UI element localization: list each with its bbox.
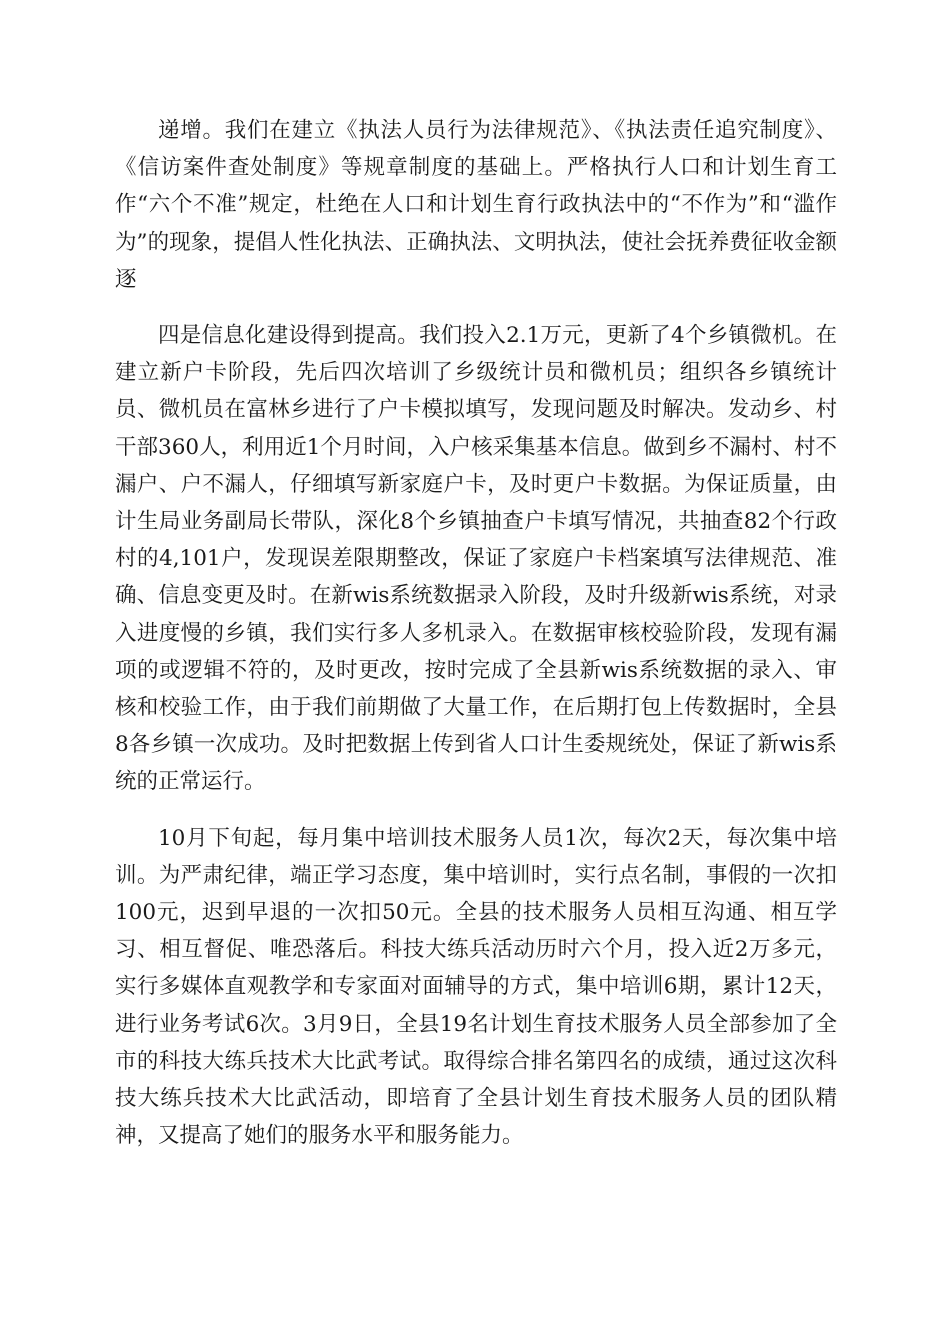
document-body — [115, 112, 837, 1173]
paragraph-informatization: 四是信息化建设得到提高。我们投入2.1万元，更新了4个乡镇微机。在建立新户卡阶段，先后四次培训了乡级统计员和微机员；组织各乡镇统计员、微机员在富林乡进行了户卡模拟填写，发现问题及时解决。发动乡、村干部360人，利用近1个月时间，入户核采集基本信息。做到乡不漏村、村不漏户、户不漏人，仔细填写新家庭户卡，及时更户卡数据。为保证质量，由计生局业务副局长带队，深化8个乡镇抽查户卡填写情况，共抽查82个行政村的4,101户，发现误差限期整改，保证了家庭户卡档案填写法律规范、准确、信息变更及时。在新wis系统数据录入阶段，及时升级新wis系统，对录入进度慢的乡镇，我们实行多人多机录入。在数据审核校验阶段，发现有漏项的或逻辑不符的，及时更改，按时完成了全县新wis系统数据的录入、审核和校验工作，由于我们前期做了大量工作，在后期打包上传数据时，全县8各乡镇一次成功。及时把数据上传到省人口计生委规统处，保证了新wis系统的正常运行。 — [115, 323, 837, 795]
paragraph-law-enforcement: 递增。我们在建立《执法人员行为法律规范》、《执法责任追究制度》、《信访案件查处制度》等规章制度的基础上。严格执行人口和计划生育工作“六个不准”规定，杜绝在人口和计划生育行政执法中的“不作为”和“滥作为”的现象，提倡人性化执法、正确执法、文明执法，使社会抚养费征收金额逐 — [115, 118, 837, 292]
paragraph-technical-training: 10月下旬起，每月集中培训技术服务人员1次，每次2天，每次集中培训。为严肃纪律，端正学习态度，集中培训时，实行点名制，事假的一次扣100元，迟到早退的一次扣50元。全县的技术服务人员相互沟通、相互学习、相互督促、唯恐落后。科技大练兵活动历时六个月，投入近2万多元，实行多媒体直观教学和专家面对面辅导的方式，集中培训6期，累计12天，进行业务考试6次。3月9日，全县19名计划生育技术服务人员全部参加了全市的科技大练兵技术大比武考试。取得综合排名第四名的成绩，通过这次科技大练兵技术大比武活动，即培育了全县计划生育技术服务人员的团队精神，又提高了她们的服务水平和服务能力。 — [115, 825, 837, 1149]
